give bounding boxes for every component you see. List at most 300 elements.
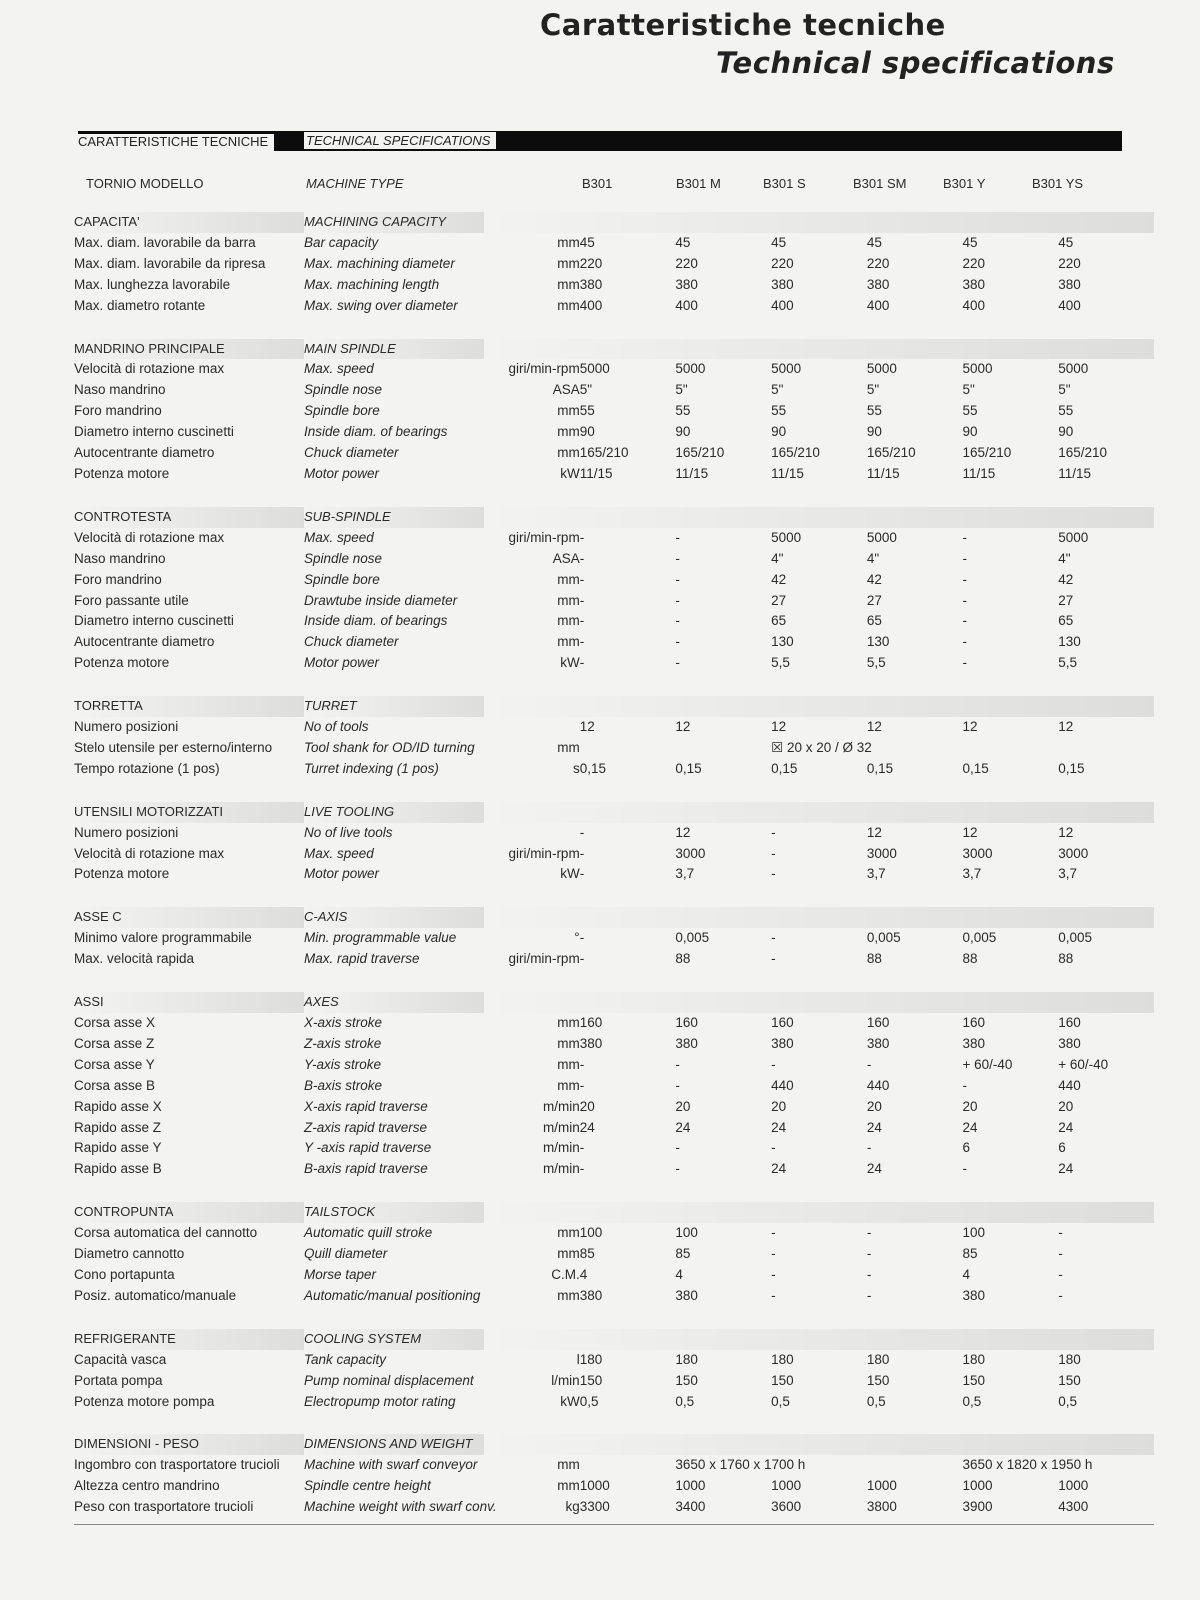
- spec-value: 3300: [579, 1499, 610, 1515]
- spec-unit: mm: [557, 276, 580, 292]
- spec-value: 380: [579, 1287, 603, 1303]
- spec-unit: l: [576, 1351, 580, 1367]
- spec-value: 0,005: [1058, 930, 1093, 946]
- spec-unit: mm: [557, 403, 580, 419]
- spec-value: 5000: [579, 361, 610, 377]
- spec-row: [74, 1476, 1154, 1497]
- spec-value: 12: [1058, 824, 1074, 840]
- spec-value: 220: [771, 255, 794, 271]
- spec-value: 180: [771, 1351, 794, 1367]
- spec-value: 45: [771, 234, 787, 250]
- spec-label-en: Min. programmable value: [304, 930, 457, 946]
- spec-value: 3600: [771, 1499, 802, 1515]
- page-title-it: Caratteristiche tecniche: [540, 8, 946, 42]
- spec-value: 11/15: [866, 465, 900, 481]
- spec-value: + 60/-40: [1058, 1056, 1109, 1072]
- spec-label-en: Spindle nose: [304, 550, 383, 566]
- spec-value: 380: [675, 1287, 698, 1303]
- spec-label-it: Rapido asse Y: [74, 1140, 162, 1156]
- spec-value: 88: [1058, 951, 1074, 967]
- spec-value: 4: [675, 1266, 683, 1282]
- spec-label-it: Cono portapunta: [74, 1266, 175, 1282]
- spec-row: [74, 401, 1154, 422]
- spec-value-dims: 3650 x 1760 x 1700 h: [675, 1457, 806, 1473]
- spec-value: 24: [771, 1161, 787, 1177]
- spec-value: 90: [866, 424, 882, 440]
- spec-unit: mm: [557, 613, 580, 629]
- spacer-cell: [74, 485, 1154, 507]
- spec-value-span: ☒ 20 x 20 / Ø 32: [771, 739, 872, 755]
- spec-label-en: Max. machining diameter: [304, 255, 455, 271]
- spec-value: 5000: [962, 361, 993, 377]
- spec-label-en: Z-axis stroke: [304, 1035, 382, 1051]
- spec-label-en: Motor power: [304, 655, 380, 671]
- spec-value: 3,7: [866, 866, 886, 882]
- spec-value: 180: [962, 1351, 986, 1367]
- machine-type-label-it: TORNIO MODELLO: [86, 176, 204, 191]
- spec-value: 5": [962, 382, 975, 398]
- spec-value: 165/210: [675, 445, 725, 461]
- spec-value-dims: 3650 x 1820 x 1950 h: [962, 1457, 1093, 1473]
- spec-value: 380: [579, 276, 603, 292]
- spec-value: -: [579, 845, 585, 861]
- spec-value: 150: [579, 1372, 603, 1388]
- spec-value: 400: [675, 297, 698, 313]
- spec-value: 220: [866, 255, 890, 271]
- spec-value: 90: [579, 424, 595, 440]
- spec-value: -: [771, 1246, 776, 1262]
- spec-label-en: Pump nominal displacement: [304, 1372, 474, 1388]
- spec-label-en: Quill diameter: [304, 1246, 388, 1262]
- spec-value: 165/210: [866, 445, 916, 461]
- spec-value: -: [771, 1056, 776, 1072]
- spec-value: -: [962, 550, 968, 566]
- spec-value: 42: [1058, 571, 1074, 587]
- spec-value: -: [866, 1225, 872, 1241]
- spec-value: 45: [866, 234, 882, 250]
- spec-label-en: Motor power: [304, 465, 380, 481]
- spec-label-it: Altezza centro mandrino: [74, 1478, 220, 1494]
- spec-value: -: [579, 550, 585, 566]
- spec-value: -: [1058, 1266, 1063, 1282]
- spec-unit: mm: [557, 1478, 580, 1494]
- spec-value: -: [675, 571, 680, 587]
- spec-value: 165/210: [962, 445, 1012, 461]
- spec-value: 0,15: [675, 760, 702, 776]
- spec-value: -: [675, 529, 680, 545]
- spec-value: 20: [866, 1098, 882, 1114]
- spec-value: 220: [1058, 255, 1081, 271]
- spec-value: 12: [1058, 719, 1074, 735]
- spec-value: 400: [962, 297, 986, 313]
- spec-value: 65: [866, 613, 882, 629]
- spec-unit: giri/min-rpm: [508, 951, 580, 967]
- spec-value: 88: [866, 951, 882, 967]
- spec-unit: mm: [557, 297, 580, 313]
- spec-value: -: [962, 634, 968, 650]
- spec-value: 380: [771, 276, 794, 292]
- section-title-en: DIMENSIONS AND WEIGHT: [304, 1434, 484, 1455]
- spec-value: 380: [675, 276, 698, 292]
- spec-value: 11/15: [962, 465, 996, 481]
- spec-value: 24: [675, 1119, 691, 1135]
- spec-label-it: Max. lunghezza lavorabile: [74, 276, 231, 292]
- spec-value: -: [771, 1140, 776, 1156]
- section-band: [484, 802, 1154, 823]
- spec-label-en: No of tools: [304, 719, 369, 735]
- spec-label-it: Peso con trasportatore trucioli: [74, 1499, 254, 1515]
- spec-value: 3,7: [675, 866, 695, 882]
- spec-label-en: Y-axis stroke: [304, 1056, 382, 1072]
- spec-label-it: Potenza motore: [74, 866, 170, 882]
- spec-unit: giri/min-rpm: [508, 361, 580, 377]
- spec-value: 42: [866, 571, 882, 587]
- spec-value: 20: [771, 1098, 787, 1114]
- spec-value: -: [771, 845, 776, 861]
- spec-value: 4": [771, 550, 784, 566]
- spec-value: 4300: [1058, 1499, 1089, 1515]
- spec-label-it: Potenza motore pompa: [74, 1393, 215, 1409]
- spec-value: 65: [771, 613, 787, 629]
- spec-label-en: Machine weight with swarf conv.: [304, 1499, 497, 1515]
- spec-value: 440: [771, 1077, 794, 1093]
- section-spacer: [74, 485, 1154, 507]
- spec-value: -: [962, 613, 968, 629]
- section-header: [74, 992, 1154, 1013]
- spec-value: 150: [675, 1372, 698, 1388]
- spec-value: 24: [962, 1119, 978, 1135]
- spec-row: [74, 233, 1154, 254]
- spec-label-en: Inside diam. of bearings: [304, 613, 448, 629]
- spec-row: [74, 1223, 1154, 1244]
- section-title-it: UTENSILI MOTORIZZATI: [74, 802, 304, 823]
- spacer-cell: [74, 970, 1154, 992]
- spec-value: 55: [579, 403, 595, 419]
- spec-value: 165/210: [771, 445, 820, 461]
- spec-label-it: Foro mandrino: [74, 571, 162, 587]
- spec-unit: m/min: [542, 1140, 580, 1156]
- spec-unit: mm: [557, 1056, 580, 1072]
- spec-value: 160: [675, 1015, 698, 1030]
- spec-row: [74, 1138, 1154, 1159]
- spec-unit: m/min: [542, 1119, 580, 1135]
- spec-label-en: Turret indexing (1 pos): [304, 760, 439, 776]
- model-name: B301 YS: [1032, 176, 1084, 191]
- spec-unit: kW: [560, 866, 580, 882]
- spec-row: [74, 632, 1154, 653]
- spec-label-en: Morse taper: [304, 1266, 377, 1282]
- spec-value: 12: [675, 719, 691, 735]
- spec-value: 3000: [675, 845, 706, 861]
- spec-value: 24: [1058, 1119, 1074, 1135]
- spec-label-it: Potenza motore: [74, 655, 170, 671]
- spec-value: 5000: [771, 361, 802, 377]
- spec-value: 400: [1058, 297, 1081, 313]
- spec-label-en: Z-axis rapid traverse: [304, 1119, 428, 1135]
- section-title-it: TORRETTA: [74, 696, 304, 717]
- spec-value: 90: [1058, 424, 1074, 440]
- spec-unit: m/min: [542, 1098, 580, 1114]
- spec-label-en: Drawtube inside diameter: [304, 592, 458, 608]
- spec-unit: mm: [557, 1246, 580, 1262]
- spec-label-it: Autocentrante diametro: [74, 445, 215, 461]
- spec-label-en: Max. speed: [304, 529, 374, 545]
- spec-value: 0,15: [1058, 760, 1085, 776]
- spec-label-it: Max. velocità rapida: [74, 951, 195, 967]
- spec-row: [74, 443, 1154, 464]
- spec-label-en: X-axis stroke: [304, 1015, 383, 1030]
- section-spacer: [74, 1180, 1154, 1202]
- spec-row: [74, 844, 1154, 865]
- spec-value: 380: [579, 1035, 603, 1051]
- spec-value: 380: [866, 276, 890, 292]
- spec-value: 12: [866, 824, 882, 840]
- spec-value: 24: [1058, 1161, 1074, 1177]
- spec-value: 12: [579, 719, 595, 735]
- spec-value: [580, 1455, 676, 1476]
- header-label-it: CARATTERISTICHE TECNICHE: [78, 134, 274, 151]
- spec-value: 65: [1058, 613, 1074, 629]
- spec-row: [74, 653, 1154, 674]
- spec-label-en: X-axis rapid traverse: [304, 1098, 428, 1114]
- spec-value: 380: [1058, 276, 1081, 292]
- spec-value: 0,5: [579, 1393, 599, 1409]
- spec-unit: ASA: [552, 550, 580, 566]
- spec-value: 88: [962, 951, 978, 967]
- spec-value: 0,15: [771, 760, 798, 776]
- spec-unit: [484, 717, 580, 738]
- spec-value: 5000: [866, 529, 897, 545]
- spec-value: -: [579, 824, 585, 840]
- spec-value: [963, 738, 1059, 759]
- spec-value: -: [675, 1140, 680, 1156]
- spec-value: 0,5: [866, 1393, 886, 1409]
- machine-type-row: [0, 176, 1200, 196]
- spec-row: [74, 464, 1154, 485]
- spec-unit: mm: [557, 1225, 580, 1241]
- spec-value: 20: [1058, 1098, 1074, 1114]
- spec-row: [74, 380, 1154, 401]
- spec-value: -: [771, 824, 776, 840]
- spec-unit: mm: [557, 1035, 580, 1051]
- spec-label-it: Ingombro con trasportatore trucioli: [74, 1457, 280, 1473]
- header-label-en: TECHNICAL SPECIFICATIONS: [304, 132, 496, 149]
- spec-label-it: Corsa asse Y: [74, 1056, 155, 1072]
- spec-value: -: [866, 1140, 872, 1156]
- spec-value: 4: [962, 1266, 971, 1282]
- spec-value: 90: [771, 424, 787, 440]
- section-spacer: [74, 317, 1154, 339]
- spec-value: 0,005: [962, 930, 997, 946]
- spec-value: -: [675, 550, 680, 566]
- spec-value: -: [579, 1140, 585, 1156]
- spec-value: 0,5: [675, 1393, 695, 1409]
- model-name: B301 S: [763, 176, 806, 191]
- section-band: [484, 992, 1154, 1013]
- spec-value: 4": [1058, 550, 1071, 566]
- spec-value: 55: [962, 403, 978, 419]
- spec-label-it: Rapido asse Z: [74, 1119, 162, 1135]
- section-title-it: MANDRINO PRINCIPALE: [74, 339, 304, 360]
- section-header: [74, 212, 1154, 233]
- spec-label-en: Tank capacity: [304, 1351, 387, 1367]
- spec-row: [74, 296, 1154, 317]
- spec-value: 55: [1058, 403, 1074, 419]
- spec-label-en: Automatic/manual positioning: [304, 1287, 481, 1303]
- spec-value: 5": [866, 382, 880, 398]
- spec-label-it: Stelo utensile per esterno/interno: [74, 739, 273, 755]
- spec-value: 130: [1058, 634, 1081, 650]
- spec-value: 1000: [866, 1478, 897, 1494]
- section-title-en: MACHINING CAPACITY: [304, 212, 484, 233]
- spec-table: [74, 212, 1154, 1518]
- section-title-it: CONTROTESTA: [74, 507, 304, 528]
- spacer-cell: [74, 674, 1154, 696]
- spacer-cell: [74, 1180, 1154, 1202]
- spec-label-it: Velocità di rotazione max: [74, 529, 225, 545]
- spec-row: [74, 422, 1154, 443]
- spec-label-en: Tool shank for OD/ID turning: [304, 739, 475, 755]
- spec-value: 1000: [579, 1478, 610, 1494]
- spec-label-en: Y -axis rapid traverse: [304, 1140, 432, 1156]
- spec-row: [74, 1392, 1154, 1413]
- spec-value: 12: [675, 824, 691, 840]
- spec-value: 12: [771, 719, 787, 735]
- section-title-it: ASSE C: [74, 907, 304, 928]
- spec-unit: mm: [557, 1287, 580, 1303]
- spec-label-it: Tempo rotazione (1 pos): [74, 760, 220, 776]
- spec-value: 0,5: [962, 1393, 982, 1409]
- spec-label-it: Rapido asse X: [74, 1098, 162, 1114]
- spec-value: 180: [866, 1351, 890, 1367]
- spec-row: [74, 254, 1154, 275]
- spec-value: 220: [962, 255, 986, 271]
- spec-label-en: Machine with swarf conveyor: [304, 1457, 478, 1473]
- spec-value: -: [675, 634, 680, 650]
- spec-unit: m/min: [542, 1161, 580, 1177]
- spec-value: 85: [579, 1246, 595, 1262]
- spec-unit: mm: [557, 424, 580, 440]
- spec-value: 5000: [771, 529, 802, 545]
- spec-value: 42: [771, 571, 787, 587]
- spec-row: [74, 1371, 1154, 1392]
- section-header: [74, 507, 1154, 528]
- spec-row: [74, 759, 1154, 780]
- spec-value: -: [771, 951, 776, 967]
- spec-value: 27: [1058, 592, 1074, 608]
- spec-value: 160: [1058, 1015, 1081, 1030]
- spec-value: 5": [675, 382, 688, 398]
- spec-value: 85: [675, 1246, 691, 1262]
- section-band: [484, 1329, 1154, 1350]
- spec-value: 27: [771, 592, 787, 608]
- model-name: B301 SM: [853, 176, 907, 191]
- spacer-cell: [74, 780, 1154, 802]
- spec-row: [74, 1265, 1154, 1286]
- spec-unit: s: [572, 760, 580, 776]
- section-header: [74, 1434, 1154, 1455]
- spec-label-it: Naso mandrino: [74, 550, 166, 566]
- section-band: [484, 696, 1154, 717]
- spec-row: [74, 275, 1154, 296]
- spec-value: -: [771, 930, 776, 946]
- spec-label-en: B-axis stroke: [304, 1077, 383, 1093]
- spec-value: 5000: [1058, 529, 1089, 545]
- spec-value: 150: [866, 1372, 890, 1388]
- spec-value: -: [962, 529, 968, 545]
- section-title-en: SUB-SPINDLE: [304, 507, 484, 528]
- spec-row: [74, 1118, 1154, 1139]
- spec-value: -: [675, 655, 680, 671]
- page-title-en: Technical specifications: [716, 46, 1115, 80]
- spec-value: -: [579, 613, 585, 629]
- spec-unit: kW: [560, 1393, 580, 1409]
- spec-value: 20: [579, 1098, 595, 1114]
- spec-value: 380: [1058, 1035, 1081, 1051]
- spec-value: 150: [771, 1372, 794, 1388]
- machine-type-label-en: MACHINE TYPE: [306, 176, 404, 191]
- spec-label-it: Rapido asse B: [74, 1161, 162, 1177]
- spec-label-en: B-axis rapid traverse: [304, 1161, 428, 1177]
- spec-label-it: Corsa asse X: [74, 1015, 156, 1030]
- spec-value: 11/15: [771, 465, 804, 481]
- section-spacer: [74, 970, 1154, 992]
- spec-value: 220: [675, 255, 698, 271]
- section-spacer: [74, 1307, 1154, 1329]
- spec-unit: kg: [565, 1499, 580, 1515]
- spec-row: [74, 611, 1154, 632]
- spec-value: 100: [675, 1225, 698, 1241]
- spec-value: 5": [579, 382, 593, 398]
- spec-label-en: Chuck diameter: [304, 445, 399, 461]
- section-title-en: C-AXIS: [304, 907, 484, 928]
- spec-label-it: Potenza motore: [74, 465, 170, 481]
- section-spacer: [74, 780, 1154, 802]
- spec-value: 3900: [962, 1499, 993, 1515]
- spec-value: -: [579, 866, 585, 882]
- spec-value: 160: [771, 1015, 794, 1030]
- spec-unit: [484, 823, 580, 844]
- spec-value: + 60/-40: [962, 1056, 1013, 1072]
- spec-value: 24: [866, 1161, 882, 1177]
- header-bar: [78, 131, 1122, 151]
- spec-value: 45: [1058, 234, 1074, 250]
- spec-value: 5000: [866, 361, 897, 377]
- spec-value: 220: [579, 255, 603, 271]
- spec-value: -: [579, 1161, 585, 1177]
- section-band: [484, 339, 1154, 360]
- spec-value: 3,7: [1058, 866, 1077, 882]
- spec-value: -: [675, 592, 680, 608]
- spec-value: -: [579, 930, 585, 946]
- spec-value: 12: [962, 719, 978, 735]
- section-title-it: ASSI: [74, 992, 304, 1013]
- spec-row: [74, 1013, 1154, 1034]
- spec-value: 55: [866, 403, 882, 419]
- spec-unit: giri/min-rpm: [508, 529, 580, 545]
- spec-label-en: No of live tools: [304, 824, 393, 840]
- section-title-en: TAILSTOCK: [304, 1202, 484, 1223]
- model-name: B301: [582, 176, 613, 191]
- spec-value: -: [771, 1225, 776, 1241]
- spec-label-it: Posiz. automatico/manuale: [74, 1287, 237, 1303]
- spacer-cell: [74, 317, 1154, 339]
- spec-row: [74, 570, 1154, 591]
- spec-unit: ASA: [552, 382, 580, 398]
- spec-value: 24: [866, 1119, 882, 1135]
- section-title-it: DIMENSIONI - PESO: [74, 1434, 304, 1455]
- spec-value: -: [771, 1266, 776, 1282]
